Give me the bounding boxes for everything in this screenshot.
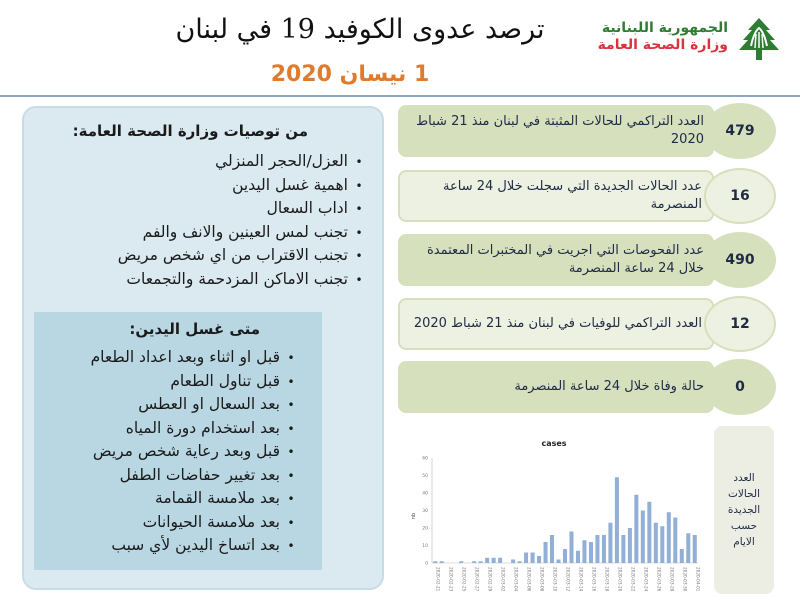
bar-2020-02-25 bbox=[459, 561, 463, 563]
y-tick-label: 30 bbox=[422, 509, 428, 514]
bar-2020-03-08 bbox=[537, 556, 541, 563]
bar-2020-02-27 bbox=[472, 561, 476, 563]
x-tick-label: 2020-03-26 bbox=[656, 567, 662, 592]
bar-2020-03-06 bbox=[524, 553, 528, 564]
stat-label: حالة وفاة خلال 24 ساعة المنصرمة bbox=[514, 379, 704, 394]
bar-2020-03-12 bbox=[563, 549, 567, 563]
x-tick-label: 2020-03-12 bbox=[565, 567, 571, 592]
stat-value-oval bbox=[704, 103, 776, 159]
x-tick-label: 2020-02-25 bbox=[461, 567, 467, 592]
bar-2020-03-10 bbox=[550, 535, 554, 563]
stat-value: 490 bbox=[725, 252, 755, 268]
bar-2020-03-05 bbox=[518, 561, 522, 563]
bar-2020-03-11 bbox=[557, 560, 561, 564]
bar-2020-03-22 bbox=[628, 528, 632, 563]
x-tick-label: 2020-02-23 bbox=[448, 567, 454, 592]
report-date: 1 نيسان 2020 bbox=[270, 62, 430, 87]
recommendation-item: • تجنب لمس العينين والانف والفم bbox=[118, 221, 370, 245]
bar-2020-03-02 bbox=[498, 558, 502, 563]
stat-new-cases bbox=[398, 168, 778, 224]
cases-chart bbox=[398, 428, 710, 600]
handwash-title: متى غسل اليدين: bbox=[129, 320, 260, 338]
bar-2020-03-24 bbox=[641, 511, 645, 564]
bar-2020-03-23 bbox=[634, 495, 638, 563]
y-tick-label: 50 bbox=[422, 474, 428, 479]
header-divider bbox=[0, 95, 800, 97]
x-tick-label: 2020-04-01 bbox=[695, 567, 701, 592]
page-title: ترصد عدوى الكوفيد 19 في لبنان bbox=[175, 14, 545, 45]
stat-label-box bbox=[398, 361, 714, 413]
stat-value: 479 bbox=[725, 123, 755, 139]
stat-cumulative-deaths bbox=[398, 296, 778, 352]
stat-label-box bbox=[398, 298, 714, 350]
bar-2020-03-20 bbox=[615, 477, 619, 563]
chart-x-ticks bbox=[436, 567, 701, 592]
x-tick-label: 2020-03-30 bbox=[682, 567, 688, 592]
bar-2020-03-29 bbox=[673, 518, 677, 564]
stat-value: 12 bbox=[730, 316, 750, 332]
chart-bars bbox=[433, 477, 697, 563]
bar-2020-03-18 bbox=[602, 535, 606, 563]
bar-2020-03-27 bbox=[660, 526, 664, 563]
x-tick-label: 2020-03-02 bbox=[500, 567, 506, 592]
stat-label-box bbox=[398, 105, 714, 157]
y-tick-label: 0 bbox=[425, 561, 428, 567]
bar-2020-03-30 bbox=[680, 549, 684, 563]
chart-y-axis-label: nb bbox=[411, 512, 417, 520]
cedar-tree-icon bbox=[736, 16, 782, 62]
y-tick-label: 10 bbox=[422, 544, 428, 549]
bar-2020-03-28 bbox=[667, 512, 671, 563]
x-tick-label: 2020-03-16 bbox=[591, 567, 597, 592]
logo-line-republic: الجمهورية اللبنانية bbox=[601, 20, 728, 36]
y-tick-label: 60 bbox=[422, 456, 428, 462]
y-tick-label: 20 bbox=[422, 526, 428, 532]
bar-2020-03-25 bbox=[647, 502, 651, 563]
recommendation-item: • تجنب الاماكن المزدحمة والتجمعات bbox=[118, 268, 370, 292]
bar-2020-03-31 bbox=[686, 533, 690, 563]
stat-value: 16 bbox=[730, 188, 750, 204]
x-tick-label: 2020-03-04 bbox=[513, 567, 519, 592]
handwash-item: • بعد السعال او العطس bbox=[91, 393, 302, 417]
bar-2020-02-22 bbox=[440, 561, 444, 563]
x-tick-label: 2020-03-06 bbox=[526, 567, 532, 592]
x-tick-label: 2020-03-08 bbox=[539, 567, 545, 592]
stat-value-oval bbox=[704, 168, 776, 224]
bar-2020-03-07 bbox=[531, 553, 535, 564]
chart-side-label: العدد الحالات الجديدة حسب الايام bbox=[727, 472, 761, 548]
bar-2020-03-14 bbox=[576, 551, 580, 563]
ministry-logo bbox=[595, 12, 790, 62]
handwash-item: • قبل وبعد رعاية شخص مريض bbox=[91, 440, 302, 464]
stat-value-oval bbox=[704, 296, 776, 352]
x-tick-label: 2020-02-21 bbox=[435, 567, 441, 592]
x-tick-label: 2020-03-28 bbox=[669, 567, 675, 592]
bar-2020-03-21 bbox=[621, 535, 625, 563]
handwash-item: • بعد استخدام دورة المياه bbox=[91, 417, 302, 441]
chart-y-ticks bbox=[422, 456, 428, 567]
handwash-list bbox=[91, 346, 302, 558]
logo-line-ministry: وزارة الصحة العامة bbox=[597, 37, 728, 53]
cases-bar-chart bbox=[398, 428, 710, 600]
bar-2020-02-28 bbox=[479, 561, 483, 563]
recommendation-item: • تجنب الاقتراب من اي شخص مريض bbox=[118, 244, 370, 268]
bar-2020-02-29 bbox=[485, 558, 489, 563]
recommendation-item: • العزل/الحجر المنزلي bbox=[118, 150, 370, 174]
bar-2020-03-01 bbox=[492, 558, 496, 563]
handwash-item: • بعد تغيير حفاضات الطفل bbox=[91, 464, 302, 488]
bar-2020-03-15 bbox=[582, 540, 586, 563]
x-tick-label: 2020-03-24 bbox=[643, 567, 649, 592]
stat-value-oval bbox=[704, 359, 776, 415]
x-tick-label: 2020-03-20 bbox=[617, 567, 623, 592]
stat-value: 0 bbox=[735, 379, 745, 395]
handwash-item: • قبل تناول الطعام bbox=[91, 370, 302, 394]
bar-2020-03-04 bbox=[511, 560, 515, 564]
recommendation-item: • اداب السعال bbox=[118, 197, 370, 221]
bar-2020-03-26 bbox=[654, 523, 658, 563]
x-tick-label: 2020-02-29 bbox=[487, 567, 493, 592]
handwash-item: • بعد اتساخ اليدين لأي سبب bbox=[91, 534, 302, 558]
chart-side-label-box bbox=[714, 426, 774, 594]
x-tick-label: 2020-02-27 bbox=[474, 567, 480, 592]
bar-2020-04-01 bbox=[693, 535, 697, 563]
x-tick-label: 2020-03-22 bbox=[630, 567, 636, 592]
stat-new-deaths bbox=[398, 359, 778, 415]
bar-2020-03-13 bbox=[569, 532, 573, 564]
bar-2020-03-19 bbox=[608, 523, 612, 563]
stat-value-oval bbox=[704, 232, 776, 288]
stat-label-box bbox=[398, 234, 714, 286]
bar-2020-03-09 bbox=[544, 542, 548, 563]
stat-tests bbox=[398, 232, 778, 288]
x-tick-label: 2020-03-14 bbox=[578, 567, 584, 592]
stat-label: عدد الفحوصات التي اجريت في المختبرات المعتمدة خلال 24 ساعة المنصرمة bbox=[426, 243, 704, 276]
stat-cumulative-cases bbox=[398, 103, 778, 159]
handwash-item: • بعد ملامسة الحيوانات bbox=[91, 511, 302, 535]
recommendation-item: • اهمية غسل اليدين bbox=[118, 174, 370, 198]
x-tick-label: 2020-03-10 bbox=[552, 567, 558, 592]
bar-2020-02-21 bbox=[433, 561, 437, 563]
handwash-item: • بعد ملامسة القمامة bbox=[91, 487, 302, 511]
handwash-box bbox=[34, 312, 322, 570]
x-tick-label: 2020-03-18 bbox=[604, 567, 610, 592]
chart-title: cases bbox=[541, 439, 567, 448]
recommendations-panel bbox=[22, 106, 384, 590]
y-tick-label: 40 bbox=[422, 491, 428, 497]
bar-2020-03-17 bbox=[595, 535, 599, 563]
stat-label: عدد الحالات الجديدة التي سجلت خلال 24 ساعة المنصرمة bbox=[443, 179, 702, 212]
handwash-item: • قبل او اثناء وبعد اعداد الطعام bbox=[91, 346, 302, 370]
recommendations-title: من توصيات وزارة الصحة العامة: bbox=[72, 122, 308, 140]
bar-2020-03-16 bbox=[589, 542, 593, 563]
stat-label: العدد التراكمي للحالات المثبتة في لبنان منذ 21 شباط 2020 bbox=[416, 114, 704, 147]
stat-label: العدد التراكمي للوفيات في لبنان منذ 21 شباط 2020 bbox=[413, 316, 702, 331]
chart-axes bbox=[432, 458, 698, 563]
recommendations-list bbox=[118, 150, 370, 291]
stat-label-box bbox=[398, 170, 714, 222]
